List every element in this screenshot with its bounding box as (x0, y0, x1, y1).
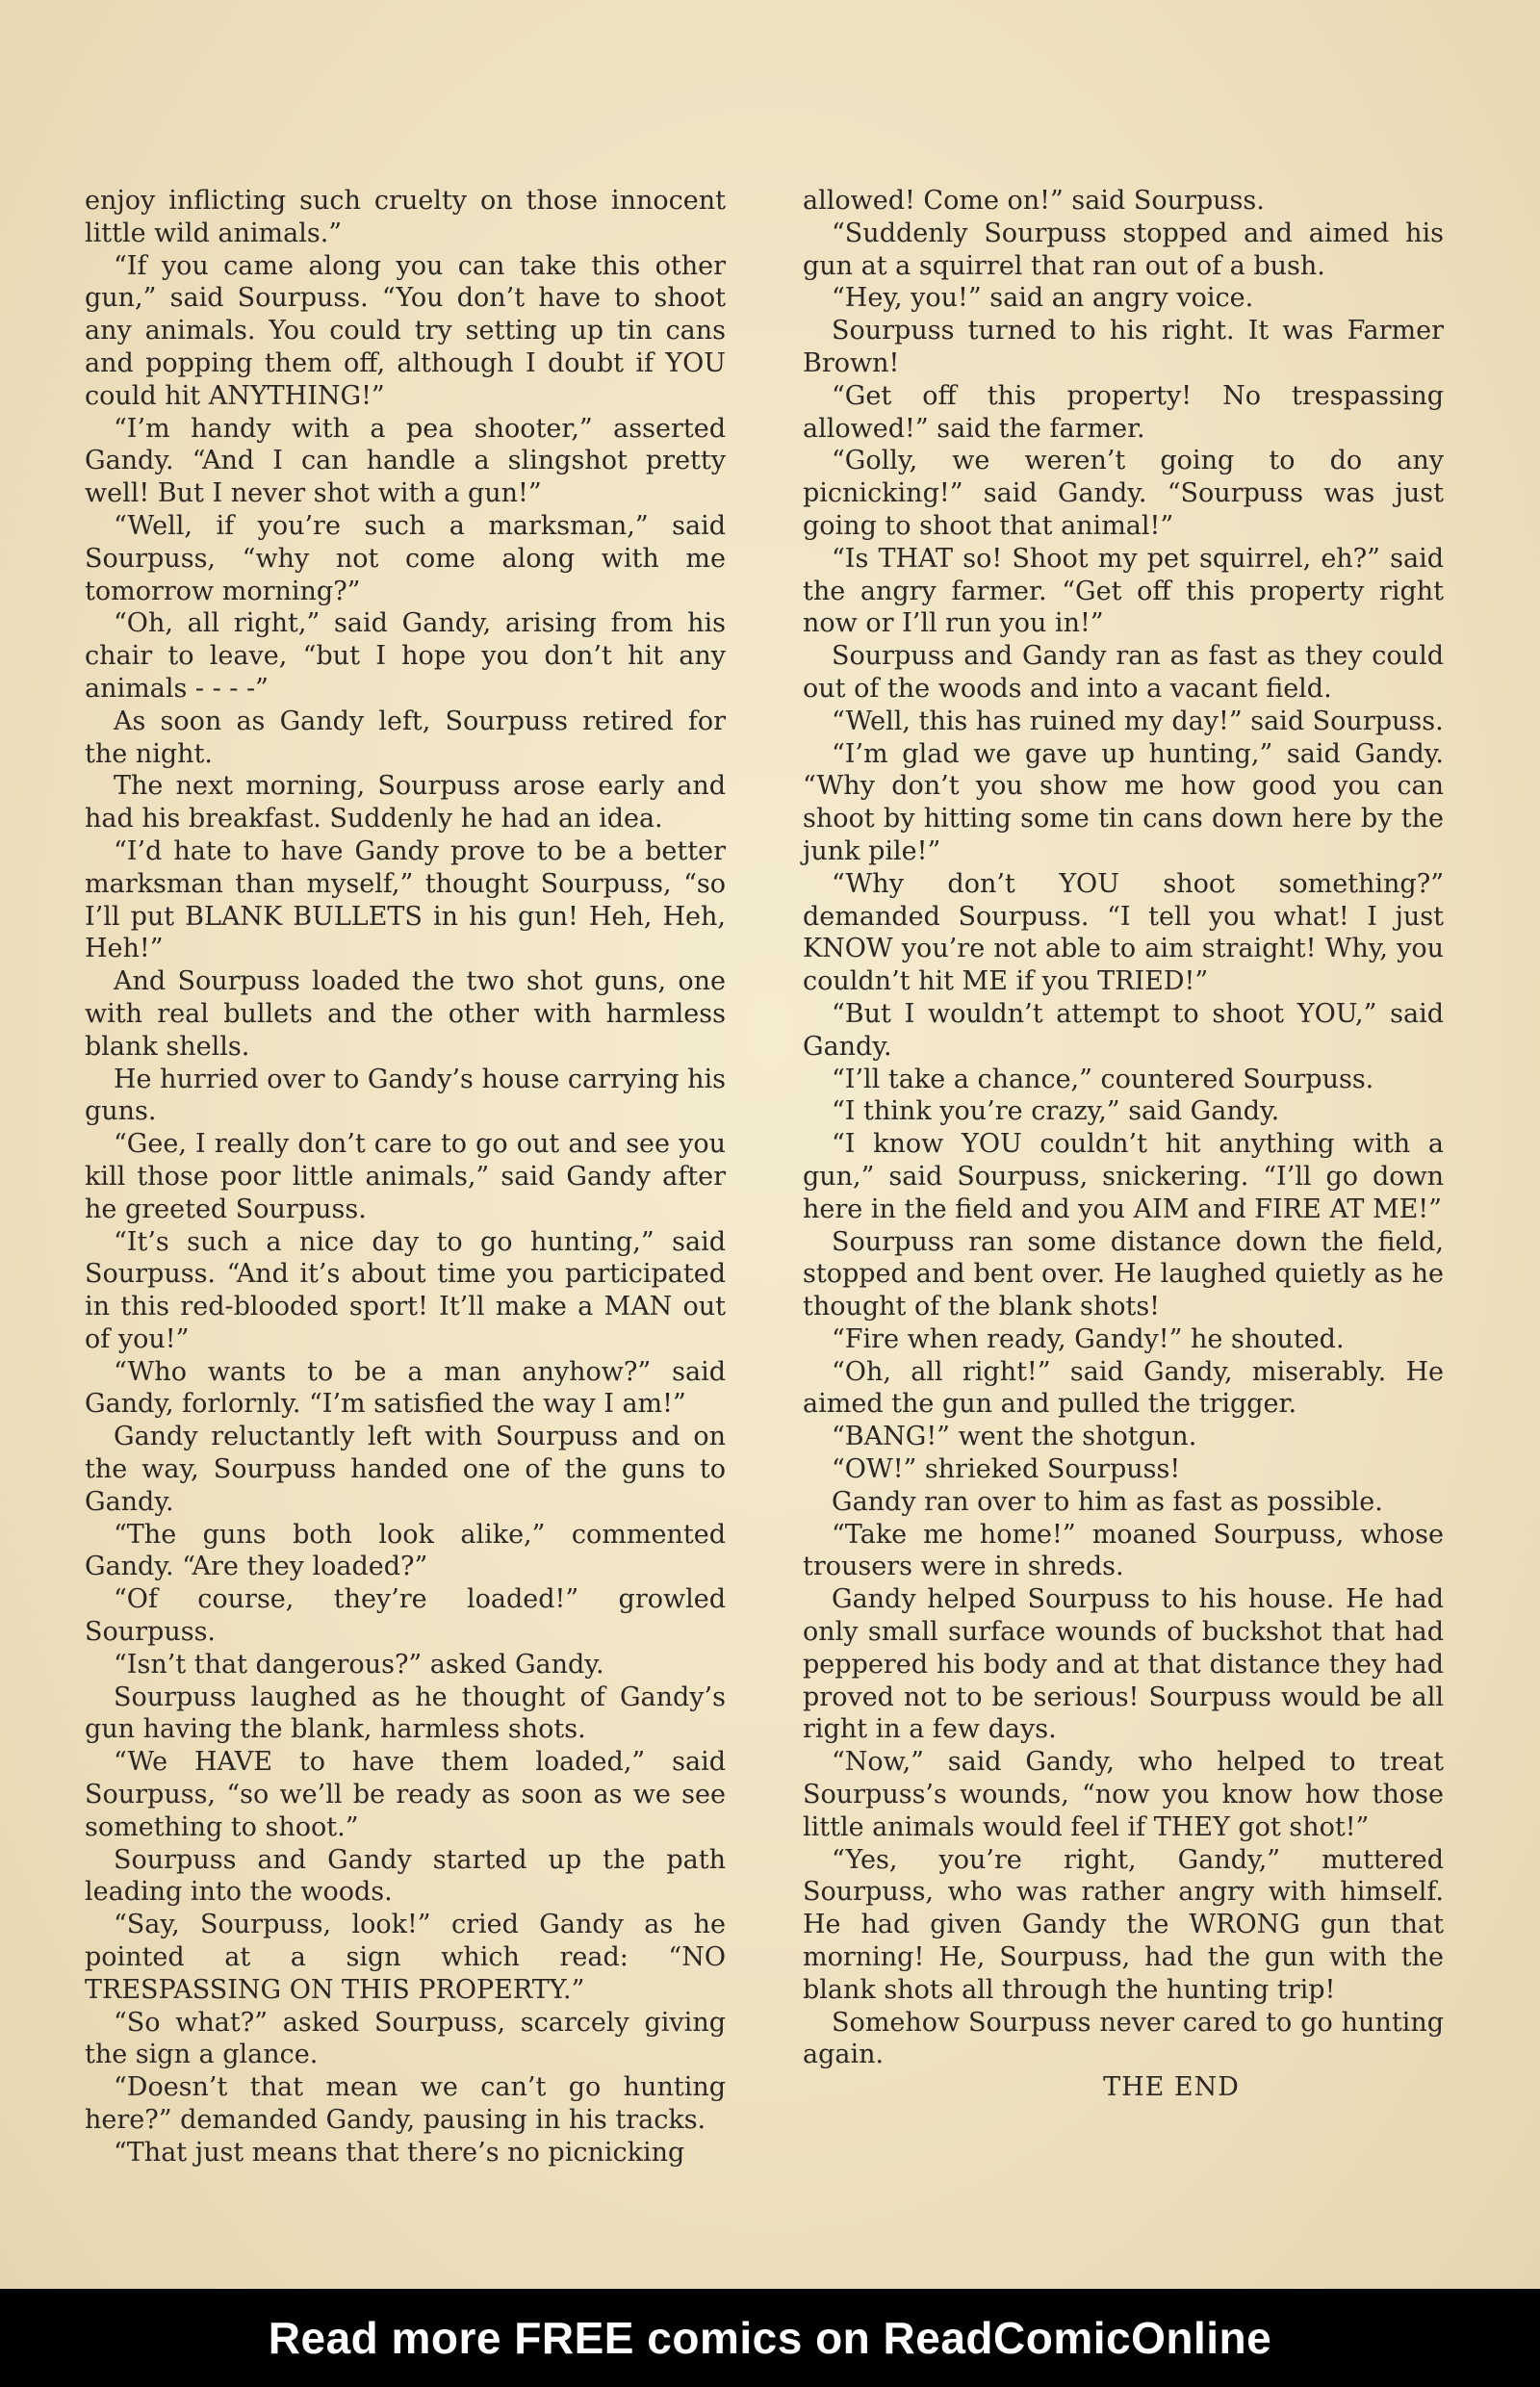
paragraph: “BANG!” went the shotgun. (832, 1422, 1197, 1452)
paragraph: “Doesn’t that mean we can’t go hunting here?” demanded Gandy, pausing in his tracks. (85, 2072, 726, 2136)
paragraph: Sourpuss and Gandy started up the path leading into the woods. (85, 1844, 726, 1908)
read-more-banner[interactable] (0, 2289, 1540, 2387)
paragraph: “Say, Sourpuss, look!” cried Gandy as he pointed at a sign which read: “NO TRESPASSING ON THIS PROPERTY.” (85, 1910, 726, 2005)
paragraph: “Why don’t YOU shoot something?” demanded Sourpuss. “I tell you what! I just KNOW you’re not able to aim straight! Why, you couldn’t hit ME if you TRIED!” (803, 868, 1444, 997)
banner-text[interactable]: Read more FREE comics on ReadComicOnline (268, 2313, 1272, 2363)
paragraph: “Oh, all right,” said Gandy, arising from his chair to leave, “but I hope you don’t hit any animals - - - -” (85, 608, 726, 704)
paragraph: “Fire when ready, Gandy!” he shouted. (832, 1323, 1345, 1354)
paragraph: “The guns both look alike,” commented Gandy. “Are they loaded?” (85, 1519, 726, 1582)
paragraph: “Is THAT so! Shoot my pet squirrel, eh?” said the angry farmer. “Get off this property right now or I’ll run you in!” (803, 543, 1444, 639)
paragraph: Sourpuss laughed as he thought of Gandy’s gun having the blank, harmless shots. (85, 1681, 726, 1745)
paragraph: Sourpuss turned to his right. It was Farmer Brown! (803, 316, 1444, 378)
paragraph: “Well, this has ruined my day!” said Sourpuss. (832, 706, 1444, 736)
paragraph: “Well, if you’re such a marksman,” said Sourpuss, “why not come along with me tomorrow morning?” (85, 510, 726, 606)
paragraph: “I’m handy with a pea shooter,” asserted Gandy. “And I can handle a slingshot pretty well! But I never shot with a gun!” (85, 413, 726, 509)
paragraph: “I’d hate to have Gandy prove to be a better marksman than myself,” thought Sourpuss, “so I’ll put BLANK BULLETS in his gun! Heh, Heh, Heh!” (85, 835, 726, 964)
paragraph: And Sourpuss loaded the two shot guns, one with real bullets and the other with harmless blank shells. (85, 966, 726, 1062)
paragraph: “So what?” asked Sourpuss, scarcely giving the sign a glance. (85, 2007, 726, 2070)
paragraph: Gandy reluctantly left with Sourpuss and on the way, Sourpuss handed one of the guns to Gandy. (85, 1422, 726, 1517)
story-column-right (803, 185, 1444, 2104)
paragraph: “But I wouldn’t attempt to shoot YOU,” said Gandy. (803, 998, 1444, 1062)
paragraph: “Oh, all right!” said Gandy, miserably. He aimed the gun and pulled the trigger. (803, 1356, 1444, 1420)
paragraph: Gandy helped Sourpuss to his house. He had only small surface wounds of buckshot that had peppered his body and at that distance they had proved not to be serious! Sourpuss would be all right in a few days. (803, 1584, 1444, 1745)
paragraph: “Now,” said Gandy, who helped to treat Sourpuss’s wounds, “now you know how those little animals would feel if THEY got shot!” (803, 1747, 1444, 1842)
paragraph: Sourpuss and Gandy ran as fast as they could out of the woods and into a vacant field. (803, 641, 1444, 704)
paragraph: “That just means that there’s no picnicking (114, 2137, 685, 2168)
paragraph: “Golly, we weren’t going to do any picnicking!” said Gandy. “Sourpuss was just going to shoot that animal!” (803, 446, 1444, 541)
paragraph: “I know YOU couldn’t hit anything with a gun,” said Sourpuss, snickering. “I’ll go down here in the field and you AIM and FIRE AT ME!” (803, 1129, 1444, 1224)
paragraph: Gandy ran over to him as fast as possible. (832, 1486, 1383, 1517)
paragraph: “Who wants to be a man anyhow?” said Gandy, forlornly. “I’m satisfied the way I am!” (85, 1356, 726, 1420)
paragraph: The next morning, Sourpuss arose early and had his breakfast. Suddenly he had an idea. (85, 771, 726, 834)
paragraph: “Gee, I really don’t care to go out and see you kill those poor little animals,” said Gandy after he greeted Sourpuss. (85, 1129, 726, 1224)
paragraph: “Isn’t that dangerous?” asked Gandy. (114, 1649, 604, 1680)
paragraph: Sourpuss ran some distance down the field, stopped and bent over. He laughed quietly as he thought of the blank shots! (803, 1226, 1444, 1322)
story-column-left (85, 185, 726, 2169)
paragraph: He hurried over to Gandy’s house carrying his guns. (85, 1064, 726, 1127)
paragraph: “Suddenly Sourpuss stopped and aimed his gun at a squirrel that ran out of a bush. (803, 218, 1444, 281)
paragraph: “I think you’re crazy,” said Gandy. (832, 1096, 1280, 1127)
paragraph: “Hey, you!” said an angry voice. (832, 283, 1254, 314)
paragraph: “We HAVE to have them loaded,” said Sourpuss, “so we’ll be ready as soon as we see something to shoot.” (85, 1747, 726, 1842)
paragraph: “OW!” shrieked Sourpuss! (832, 1454, 1181, 1485)
paragraph: “Of course, they’re loaded!” growled Sourpuss. (85, 1584, 726, 1648)
paragraph: As soon as Gandy left, Sourpuss retired for the night. (85, 706, 726, 769)
the-end-label: THE END (1103, 2072, 1240, 2103)
paragraph: “I’m glad we gave up hunting,” said Gandy. “Why don’t you show me how good you can shoot by hitting some tin cans down here by the junk pile!” (803, 738, 1444, 866)
paragraph: allowed! Come on!” said Sourpuss. (803, 186, 1265, 216)
paragraph: “Yes, you’re right, Gandy,” muttered Sourpuss, who was rather angry with himself. He had given Gandy the WRONG gun that morning! He, Sourpuss, had the gun with the blank shots all through the hunting trip! (803, 1844, 1444, 2005)
paragraph: “I’ll take a chance,” countered Sourpuss. (832, 1064, 1374, 1094)
paragraph: “If you came along you can take this other gun,” said Sourpuss. “You don’t have to shoot any animals. You could try setting up tin cans and popping them off, although I doubt if YOU could hit ANYTHING!” (85, 250, 726, 411)
paragraph: Somehow Sourpuss never cared to go hunting again. (803, 2007, 1444, 2070)
paragraph: “Take me home!” moaned Sourpuss, whose trousers were in shreds. (803, 1519, 1444, 1582)
paragraph: “It’s such a nice day to go hunting,” said Sourpuss. “And it’s about time you participated in this red-blooded sport! It’ll make a MAN out of you!” (85, 1226, 726, 1354)
paragraph: “Get off this property! No trespassing allowed!” said the farmer. (803, 380, 1444, 444)
paragraph: enjoy inflicting such cruelty on those innocent little wild animals.” (85, 186, 726, 248)
